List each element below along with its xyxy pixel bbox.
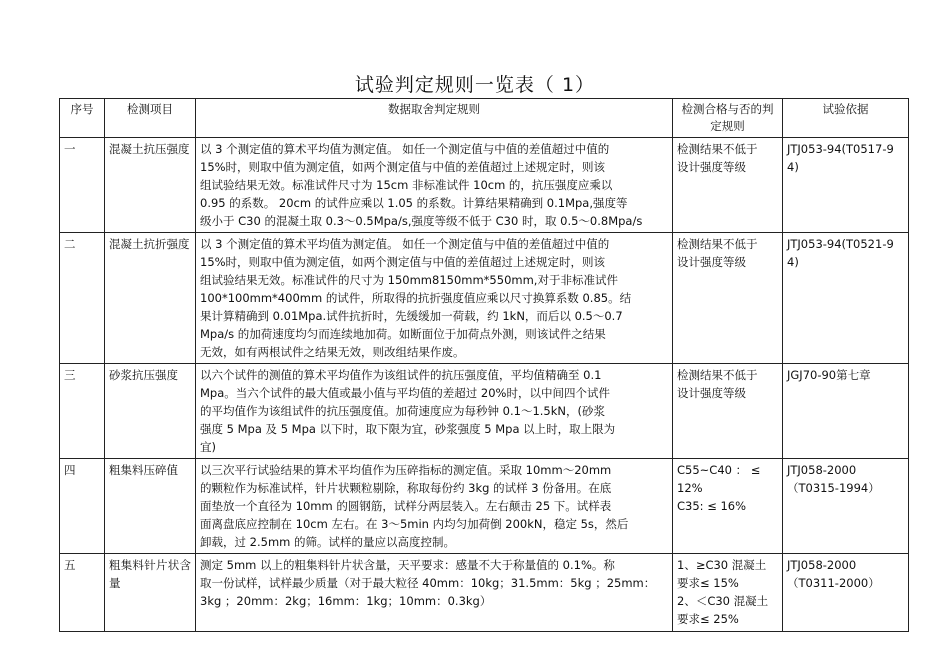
- rule-line: 级小于 C30 的混凝土取 0.3～0.5Mpa/s,强度等级不低于 C30 时，取 0.5～0.8Mpa/s: [200, 214, 643, 228]
- basis-line: JGJ70-90第七章: [787, 368, 871, 382]
- rule-line: 组试验结果无效。标准试件的尺寸为 150mm8150mm*550mm,对于非标准试件: [200, 273, 618, 287]
- header-basis: 试验依据: [783, 99, 909, 138]
- header-item: 检测项目: [105, 99, 196, 138]
- rule-line: 100*100mm*400mm 的试件，所取得的抗折强度值应乘以尺寸换算系数 0.85。结: [200, 291, 632, 305]
- row-judge: [673, 554, 783, 632]
- row-item: 混凝土抗折强度: [105, 233, 196, 364]
- table-row: [60, 554, 909, 632]
- row-judge: [673, 138, 783, 233]
- judge-line: 检测结果不低于: [677, 237, 758, 251]
- row-item: 粗集料针片状含量: [105, 554, 196, 632]
- row-judge: [673, 459, 783, 554]
- row-no: 一: [60, 138, 105, 233]
- row-no: 二: [60, 233, 105, 364]
- row-basis: [783, 459, 909, 554]
- row-basis: [783, 364, 909, 459]
- rule-line: 的颗粒作为标准试样，针片状颗粒剔除，称取每份约 3kg 的试样 3 份备用。在底: [200, 481, 612, 495]
- row-rule: [196, 138, 673, 233]
- table-row: [60, 459, 909, 554]
- rule-line: 15%时，则取中值为测定值，如两个测定值与中值的差值超过上述规定时，则该: [200, 160, 606, 174]
- rule-line: 组试验结果无效。标准试件尺寸为 15cm 非标准试件 10cm 的，抗压强度应乘以: [200, 178, 613, 192]
- row-item: 砂浆抗压强度: [105, 364, 196, 459]
- basis-line: 4): [787, 255, 799, 269]
- rule-line: 强度 5 Mpa 及 5 Mpa 以下时，取下限为宜，砂浆强度 5 Mpa 以上时，取上限为: [200, 422, 616, 436]
- row-rule: [196, 233, 673, 364]
- rule-line: 面垫放一个直径为 10mm 的圆钢筋，试样分两层装入。左右颠击 25 下。试样表: [200, 499, 612, 513]
- rule-line: 无效，如有两根试件之结果无效，则改组结果作废。: [200, 345, 465, 359]
- rule-line: 0.95 的系数。 20cm 的试件应乘以 1.05 的系数。计算结果精确到 0.1Mpa,强度等: [200, 196, 628, 210]
- row-rule: [196, 554, 673, 632]
- judge-line: C35: ≤ 16%: [677, 499, 747, 513]
- header-judge: 检测合格与否的判定规则: [673, 99, 783, 138]
- rule-line: 测定 5mm 以上的粗集料针片状含量，天平要求：感量不大于称量值的 0.1%。称: [200, 558, 615, 572]
- judge-line: 要求≤ 15%: [677, 576, 739, 590]
- header-no: 序号: [60, 99, 105, 138]
- judge-line: 12%: [677, 481, 703, 495]
- row-rule: [196, 459, 673, 554]
- judge-line: 要求≤ 25%: [677, 612, 739, 626]
- row-basis: [783, 554, 909, 632]
- page-title: 试验判定规则一览表（ 1）: [354, 74, 596, 96]
- rule-line: 以 3 个测定值的算术平均值为测定值。 如任一个测定值与中值的差值超过中值的: [200, 237, 610, 251]
- row-basis: [783, 138, 909, 233]
- judge-line: 设计强度等级: [677, 160, 746, 174]
- rule-line: 卸载，过 2.5mm 的筛。试样的量应以高度控制。: [200, 535, 456, 549]
- header-rule: 数据取舍判定规则: [196, 99, 673, 138]
- judge-line: 检测结果不低于: [677, 368, 758, 382]
- basis-line: JTJ053-94(T0521-9: [787, 237, 894, 251]
- judge-line: 设计强度等级: [677, 386, 746, 400]
- row-basis: [783, 233, 909, 364]
- rule-line: 的平均值作为该组试件的抗压强度值。加荷速度应为每秒钟 0.1～1.5kN，(砂浆: [200, 404, 605, 418]
- row-no: 四: [60, 459, 105, 554]
- basis-line: JTJ053-94(T0517-9: [787, 142, 894, 156]
- rule-line: 取一份试样，试样最少质量（对于最大粒径 40mm：10kg；31.5mm：5kg ；25mm：: [200, 576, 656, 590]
- basis-line: JTJ058-2000: [787, 558, 857, 572]
- rule-line: Mpa。当六个试件的最大值或最小值与平均值的差超过 20%时，以中间四个试件: [200, 386, 610, 400]
- rule-line: 以六个试件的测值的算术平均值作为该组试件的抗压强度值，平均值精确至 0.1: [200, 368, 602, 382]
- row-judge: [673, 364, 783, 459]
- rule-line: 以 3 个测定值的算术平均值为测定值。 如任一个测定值与中值的差值超过中值的: [200, 142, 610, 156]
- basis-line: （T0311-2000）: [787, 576, 880, 590]
- judge-line: C55~C40 ： ≤: [677, 463, 761, 477]
- row-item: 粗集料压碎值: [105, 459, 196, 554]
- judge-line: 检测结果不低于: [677, 142, 758, 156]
- row-judge: [673, 233, 783, 364]
- row-no: 三: [60, 364, 105, 459]
- judge-line: 设计强度等级: [677, 255, 746, 269]
- rule-line: Mpa/s 的加荷速度均匀而连续地加荷。如断面位于加荷点外测，则该试件之结果: [200, 327, 606, 341]
- rule-line: 3kg ；20mm：2kg；16mm：1kg；10mm：0.3kg）: [200, 594, 492, 608]
- row-no: 五: [60, 554, 105, 632]
- basis-line: JTJ058-2000: [787, 463, 857, 477]
- judge-line: 1、≥C30 混凝土: [677, 558, 767, 572]
- row-rule: [196, 364, 673, 459]
- table-header-row: [60, 99, 909, 138]
- rules-table: [59, 98, 909, 632]
- basis-line: 4): [787, 160, 799, 174]
- table-row: [60, 138, 909, 233]
- table-row: [60, 233, 909, 364]
- row-item: 混凝土抗压强度: [105, 138, 196, 233]
- judge-line: 2、＜C30 混凝土: [677, 594, 769, 608]
- rule-line: 果计算精确到 0.01Mpa.试件抗折时，先缓缓加一荷载，约 1kN，而后以 0.5～0.7: [200, 309, 623, 323]
- rule-line: 宜): [200, 440, 216, 454]
- table-row: [60, 364, 909, 459]
- rule-line: 15%时，则取中值为测定值，如两个测定值与中值的差值超过上述规定时，则该: [200, 255, 606, 269]
- rule-line: 面离盘底应控制在 10cm 左右。在 3～5min 内均匀加荷倒 200kN，稳定 5s，然后: [200, 517, 629, 531]
- basis-line: （T0315-1994）: [787, 481, 880, 495]
- rule-line: 以三次平行试验结果的算术平均值作为压碎指标的测定值。采取 10mm～20mm: [200, 463, 612, 477]
